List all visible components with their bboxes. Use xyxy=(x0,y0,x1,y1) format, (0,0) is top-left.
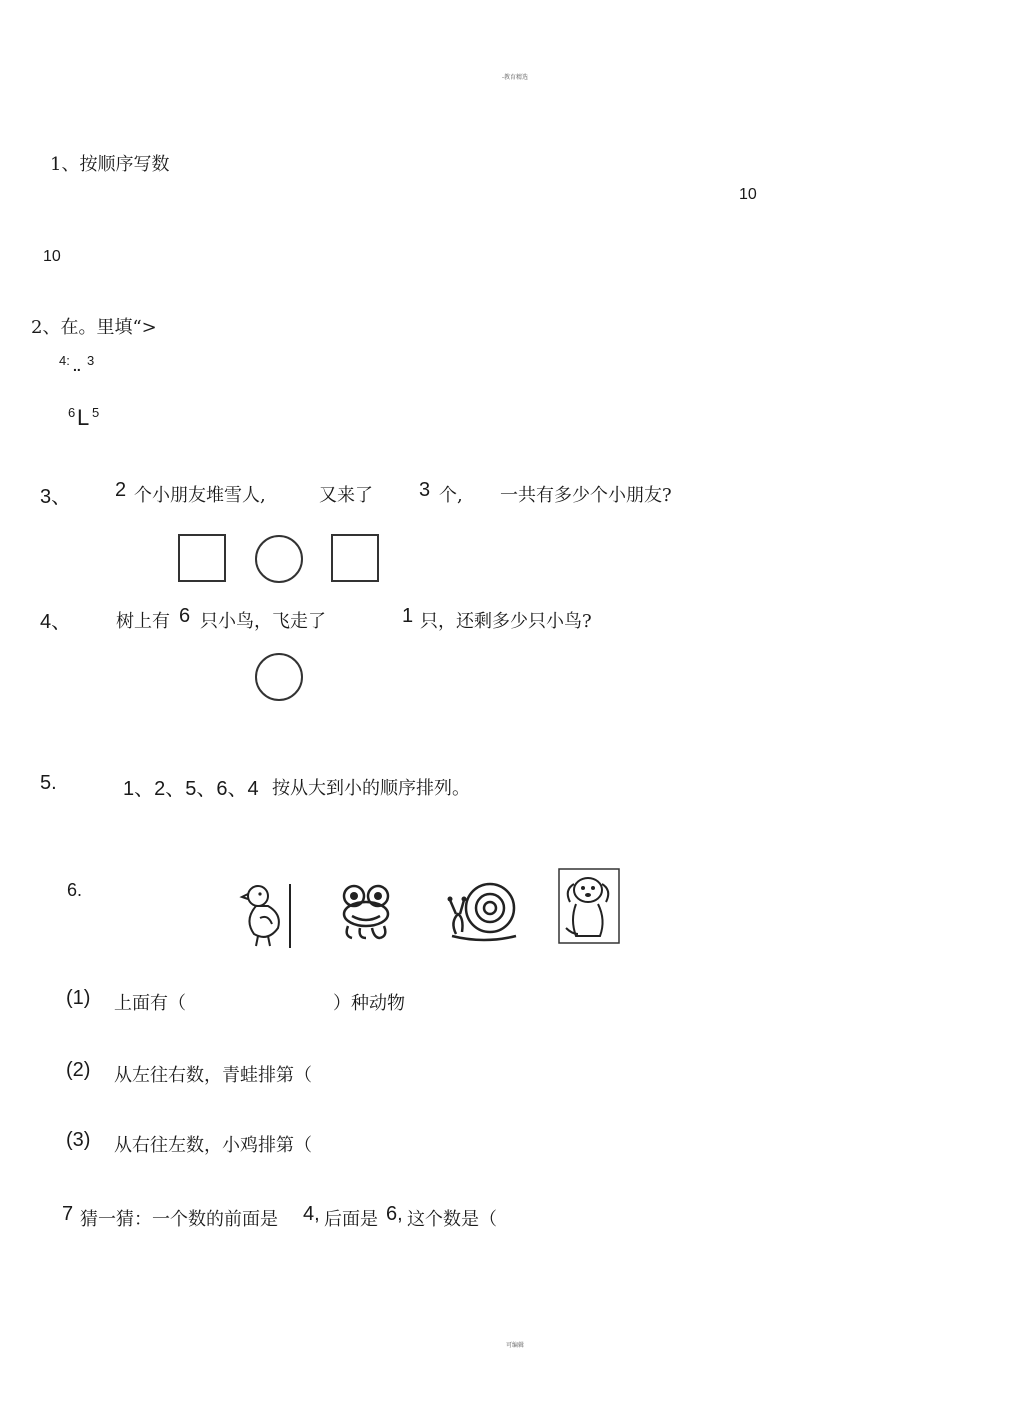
q3-count-2: 3 xyxy=(419,479,431,501)
q6-sub3-text: 从右往左数，小鸡排第（ xyxy=(114,1135,312,1156)
answer-circle[interactable] xyxy=(255,653,303,701)
q6-sub1-text-b: ）种动物 xyxy=(333,993,405,1014)
q4-text-1: 树上有 xyxy=(116,611,170,632)
q7-text-2: 后面是 xyxy=(324,1209,378,1230)
question-3-number: 3、 xyxy=(40,486,72,508)
q3-text-3: 个, xyxy=(439,485,463,506)
q7-text-1: 猜一猜：一个数的前面是 xyxy=(80,1209,278,1230)
chick-icon xyxy=(238,880,294,950)
page-header: -教育精选 xyxy=(502,75,528,81)
q5-text: 按从大到小的顺序排列。 xyxy=(272,778,470,799)
q2-item2-right: 5 xyxy=(92,405,100,420)
q2-item1-right: 3 xyxy=(87,353,95,368)
dog-icon xyxy=(558,868,620,944)
q7-number-1: 4, xyxy=(303,1203,320,1225)
q6-sub3-number: (3) xyxy=(66,1129,91,1151)
q5-numbers: 1、2、5、6、4 xyxy=(123,778,259,800)
q1-number-right: 10 xyxy=(739,186,757,203)
question-2-title: 2、在。里填“> xyxy=(31,317,157,338)
q3-count-1: 2 xyxy=(115,479,127,501)
q4-text-2: 只小鸟，飞走了 xyxy=(200,611,326,632)
question-1-title: 1、按顺序写数 xyxy=(50,154,170,175)
answer-square-box[interactable] xyxy=(178,534,226,582)
q3-text-1: 个小朋友堆雪人, xyxy=(134,485,266,506)
snail-icon xyxy=(444,876,520,946)
q2-item1-left: 4: xyxy=(59,353,70,368)
q3-text-4: 一共有多少个小朋友? xyxy=(500,485,672,506)
q6-sub1-number: (1) xyxy=(66,987,91,1009)
q4-count-2: 1 xyxy=(402,605,414,627)
question-7-number: 7 xyxy=(62,1203,74,1225)
q6-sub2-number: (2) xyxy=(66,1059,91,1081)
q2-item2-mark: L xyxy=(77,405,90,430)
frog-icon xyxy=(336,882,396,942)
page-footer: 可编辑 xyxy=(506,1343,525,1349)
q4-count-1: 6 xyxy=(179,605,191,627)
q1-number-left: 10 xyxy=(43,248,61,265)
q2-item1-dots: .. xyxy=(73,358,81,374)
answer-square-box[interactable] xyxy=(331,534,379,582)
q7-number-2: 6, xyxy=(386,1203,403,1225)
question-6-number: 6. xyxy=(67,880,83,900)
q2-item2-left: 6 xyxy=(68,405,76,420)
q6-sub1-text-a: 上面有（ xyxy=(114,993,186,1014)
question-5-number: 5. xyxy=(40,772,57,794)
q3-text-2: 又来了 xyxy=(319,485,373,506)
question-4-number: 4、 xyxy=(40,611,72,633)
q6-sub2-text: 从左往右数，青蛙排第（ xyxy=(114,1065,312,1086)
answer-circle[interactable] xyxy=(255,535,303,583)
q7-text-3: 这个数是（ xyxy=(407,1209,497,1230)
q4-text-3: 只，还剩多少只小鸟? xyxy=(420,611,592,632)
